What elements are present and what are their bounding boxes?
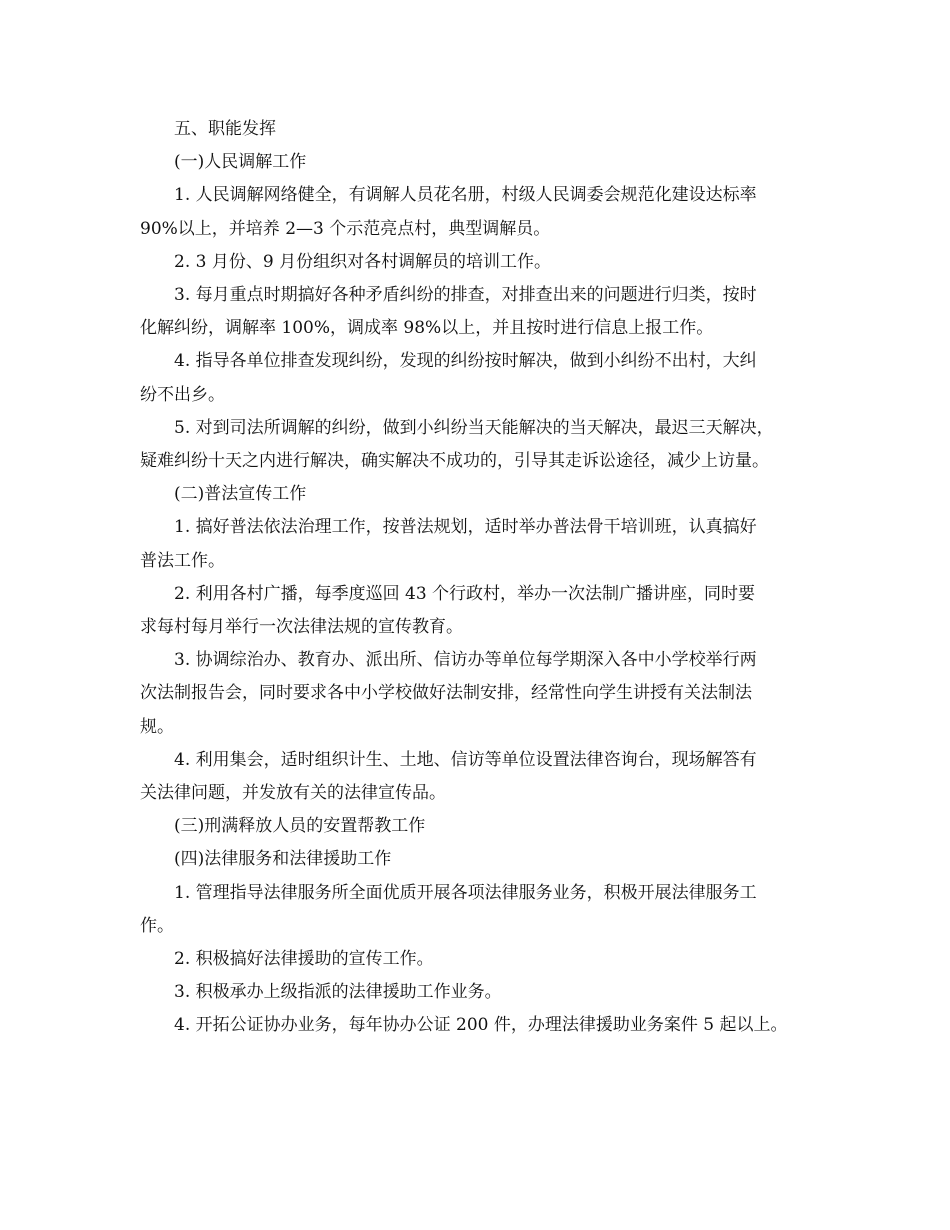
paragraph-line: 1. 管理指导法律服务所全面优质开展各项法律服务业务，积极开展法律服务工 — [174, 882, 757, 903]
paragraph-line: 求每村每月举行一次法律法规的宣传教育。 — [140, 617, 463, 638]
paragraph-line: 5. 对到司法所调解的纠纷，做到小纠纷当天能解决的当天解决，最迟三天解决， — [174, 417, 774, 438]
paragraph-line: 4. 利用集会，适时组织计生、土地、信访等单位设置法律咨询台，现场解答有 — [174, 749, 757, 770]
subsection-heading: (四)法律服务和法律援助工作 — [174, 849, 392, 870]
paragraph-line: 3. 积极承办上级指派的法律援助工作业务。 — [174, 982, 502, 1003]
document-body — [140, 113, 820, 1043]
subsection-heading: (一)人民调解工作 — [174, 152, 307, 173]
paragraph-line: 1. 搞好普法依法治理工作，按普法规划，适时举办普法骨干培训班，认真搞好 — [174, 517, 757, 538]
paragraph-line: 2. 3 月份、9 月份组织对各村调解员的培训工作。 — [174, 251, 552, 272]
paragraph-line: 90%以上，并培养 2—3 个示范亮点村，典型调解员。 — [140, 218, 551, 239]
paragraph-line: 关法律问题，并发放有关的法律宣传品。 — [140, 783, 446, 804]
paragraph-line: 普法工作。 — [140, 550, 225, 571]
subsection-heading: (三)刑满释放人员的安置帮教工作 — [174, 816, 426, 837]
paragraph-line: 3. 每月重点时期搞好各种矛盾纠纷的排查，对排查出来的问题进行归类，按时 — [174, 285, 757, 306]
paragraph-line: 疑难纠纷十天之内进行解决，确实解决不成功的，引导其走诉讼途径，减少上访量。 — [140, 451, 769, 472]
paragraph-line: 次法制报告会，同时要求各中小学校做好法制安排，经常性向学生讲授有关法制法 — [140, 683, 752, 704]
paragraph-line: 4. 指导各单位排查发现纠纷，发现的纠纷按时解决，做到小纠纷不出村，大纠 — [174, 351, 757, 372]
paragraph-line: 4. 开拓公证协办业务，每年协办公证 200 件，办理法律援助业务案件 5 起以上。 — [174, 1015, 788, 1036]
paragraph-line: 2. 积极搞好法律援助的宣传工作。 — [174, 949, 434, 970]
paragraph-line: 纷不出乡。 — [140, 384, 225, 405]
paragraph-line: 2. 利用各村广播，每季度巡回 43 个行政村，举办一次法制广播讲座，同时要 — [174, 583, 756, 604]
subsection-heading: (二)普法宣传工作 — [174, 484, 307, 505]
section-heading: 五、职能发挥 — [174, 119, 276, 139]
paragraph-line: 规。 — [140, 716, 174, 737]
paragraph-line: 化解纠纷，调解率 100%，调成率 98%以上，并且按时进行信息上报工作。 — [140, 318, 714, 339]
paragraph-line: 3. 协调综治办、教育办、派出所、信访办等单位每学期深入各中小学校举行两 — [174, 650, 757, 671]
paragraph-line: 作。 — [140, 915, 174, 936]
paragraph-line: 1. 人民调解网络健全，有调解人员花名册，村级人民调委会规范化建设达标率 — [174, 185, 757, 206]
